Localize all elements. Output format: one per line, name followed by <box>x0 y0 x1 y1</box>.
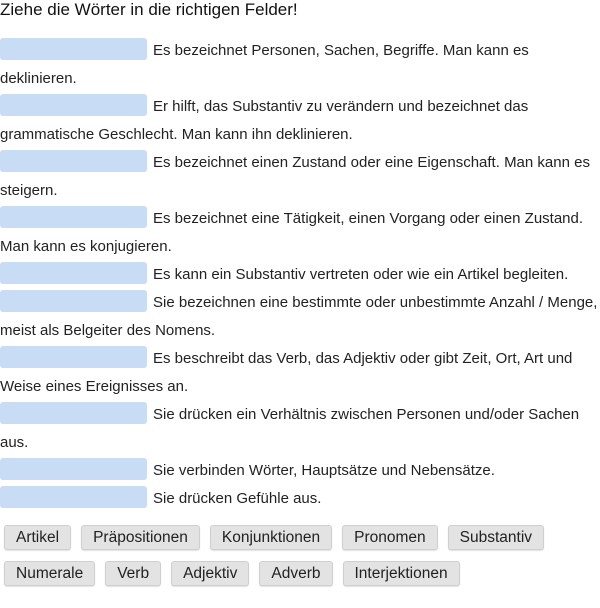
matching-item <box>0 149 600 205</box>
drop-zone-5[interactable] <box>0 262 147 284</box>
word-chip-substantiv[interactable]: Substantiv <box>448 525 544 550</box>
item-description: Es kann ein Substantiv vertreten oder wie ein Artikel begleiten. <box>153 266 569 283</box>
matching-item <box>0 485 600 513</box>
word-chip-pronomen[interactable]: Pronomen <box>342 525 438 550</box>
word-chip-adjektiv[interactable]: Adjektiv <box>171 561 249 586</box>
item-description: Sie drücken Gefühle aus. <box>153 490 322 507</box>
word-chip-numerale[interactable]: Numerale <box>4 561 95 586</box>
matching-item <box>0 93 600 149</box>
matching-item <box>0 457 600 485</box>
drop-zone-3[interactable] <box>0 150 147 172</box>
item-description: Sie bezeichnen eine bestimmte oder unbestimmte Anzahl / Menge, meist als Belgeiter des Nomens. <box>0 294 598 339</box>
matching-item <box>0 401 600 457</box>
word-chip-interjektionen[interactable]: Interjektionen <box>343 561 460 586</box>
word-chip-konjunktionen[interactable]: Konjunktionen <box>210 525 332 550</box>
drop-zone-8[interactable] <box>0 402 147 424</box>
word-chip-praepositionen[interactable]: Präpositionen <box>81 525 200 550</box>
word-chip-artikel[interactable]: Artikel <box>4 525 71 550</box>
matching-list <box>0 37 600 513</box>
matching-item <box>0 289 600 345</box>
instruction-heading: Ziehe die Wörter in die richtigen Felder! <box>0 0 298 19</box>
item-description: Es bezeichnet Personen, Sachen, Begriffe. Man kann es deklinieren. <box>0 42 529 87</box>
item-description: Sie verbinden Wörter, Hauptsätze und Nebensätze. <box>153 462 495 479</box>
item-description: Sie drücken ein Verhältnis zwischen Personen und/oder Sachen aus. <box>0 406 580 451</box>
matching-item <box>0 205 600 261</box>
matching-item <box>0 345 600 401</box>
item-description: Es bezeichnet eine Tätigkeit, einen Vorgang oder einen Zustand. Man kann es konjugieren. <box>0 210 584 255</box>
drop-zone-2[interactable] <box>0 94 147 116</box>
drop-zone-9[interactable] <box>0 458 147 480</box>
drop-zone-6[interactable] <box>0 290 147 312</box>
item-description: Er hilft, das Substantiv zu verändern und bezeichnet das grammatische Geschlecht. Man kann ihn deklinieren. <box>0 98 529 143</box>
drop-zone-10[interactable] <box>0 486 147 508</box>
matching-item <box>0 261 600 289</box>
matching-item <box>0 37 600 93</box>
item-description: Es beschreibt das Verb, das Adjektiv oder gibt Zeit, Ort, Art und Weise eines Ereignisses an. <box>0 350 573 395</box>
drop-zone-4[interactable] <box>0 206 147 228</box>
drop-zone-7[interactable] <box>0 346 147 368</box>
drop-zone-1[interactable] <box>0 38 147 60</box>
word-chip-adverb[interactable]: Adverb <box>259 561 332 586</box>
item-description: Es bezeichnet einen Zustand oder eine Eigenschaft. Man kann es steigern. <box>0 154 590 199</box>
word-chip-verb[interactable]: Verb <box>105 561 161 586</box>
word-bank <box>4 525 598 586</box>
